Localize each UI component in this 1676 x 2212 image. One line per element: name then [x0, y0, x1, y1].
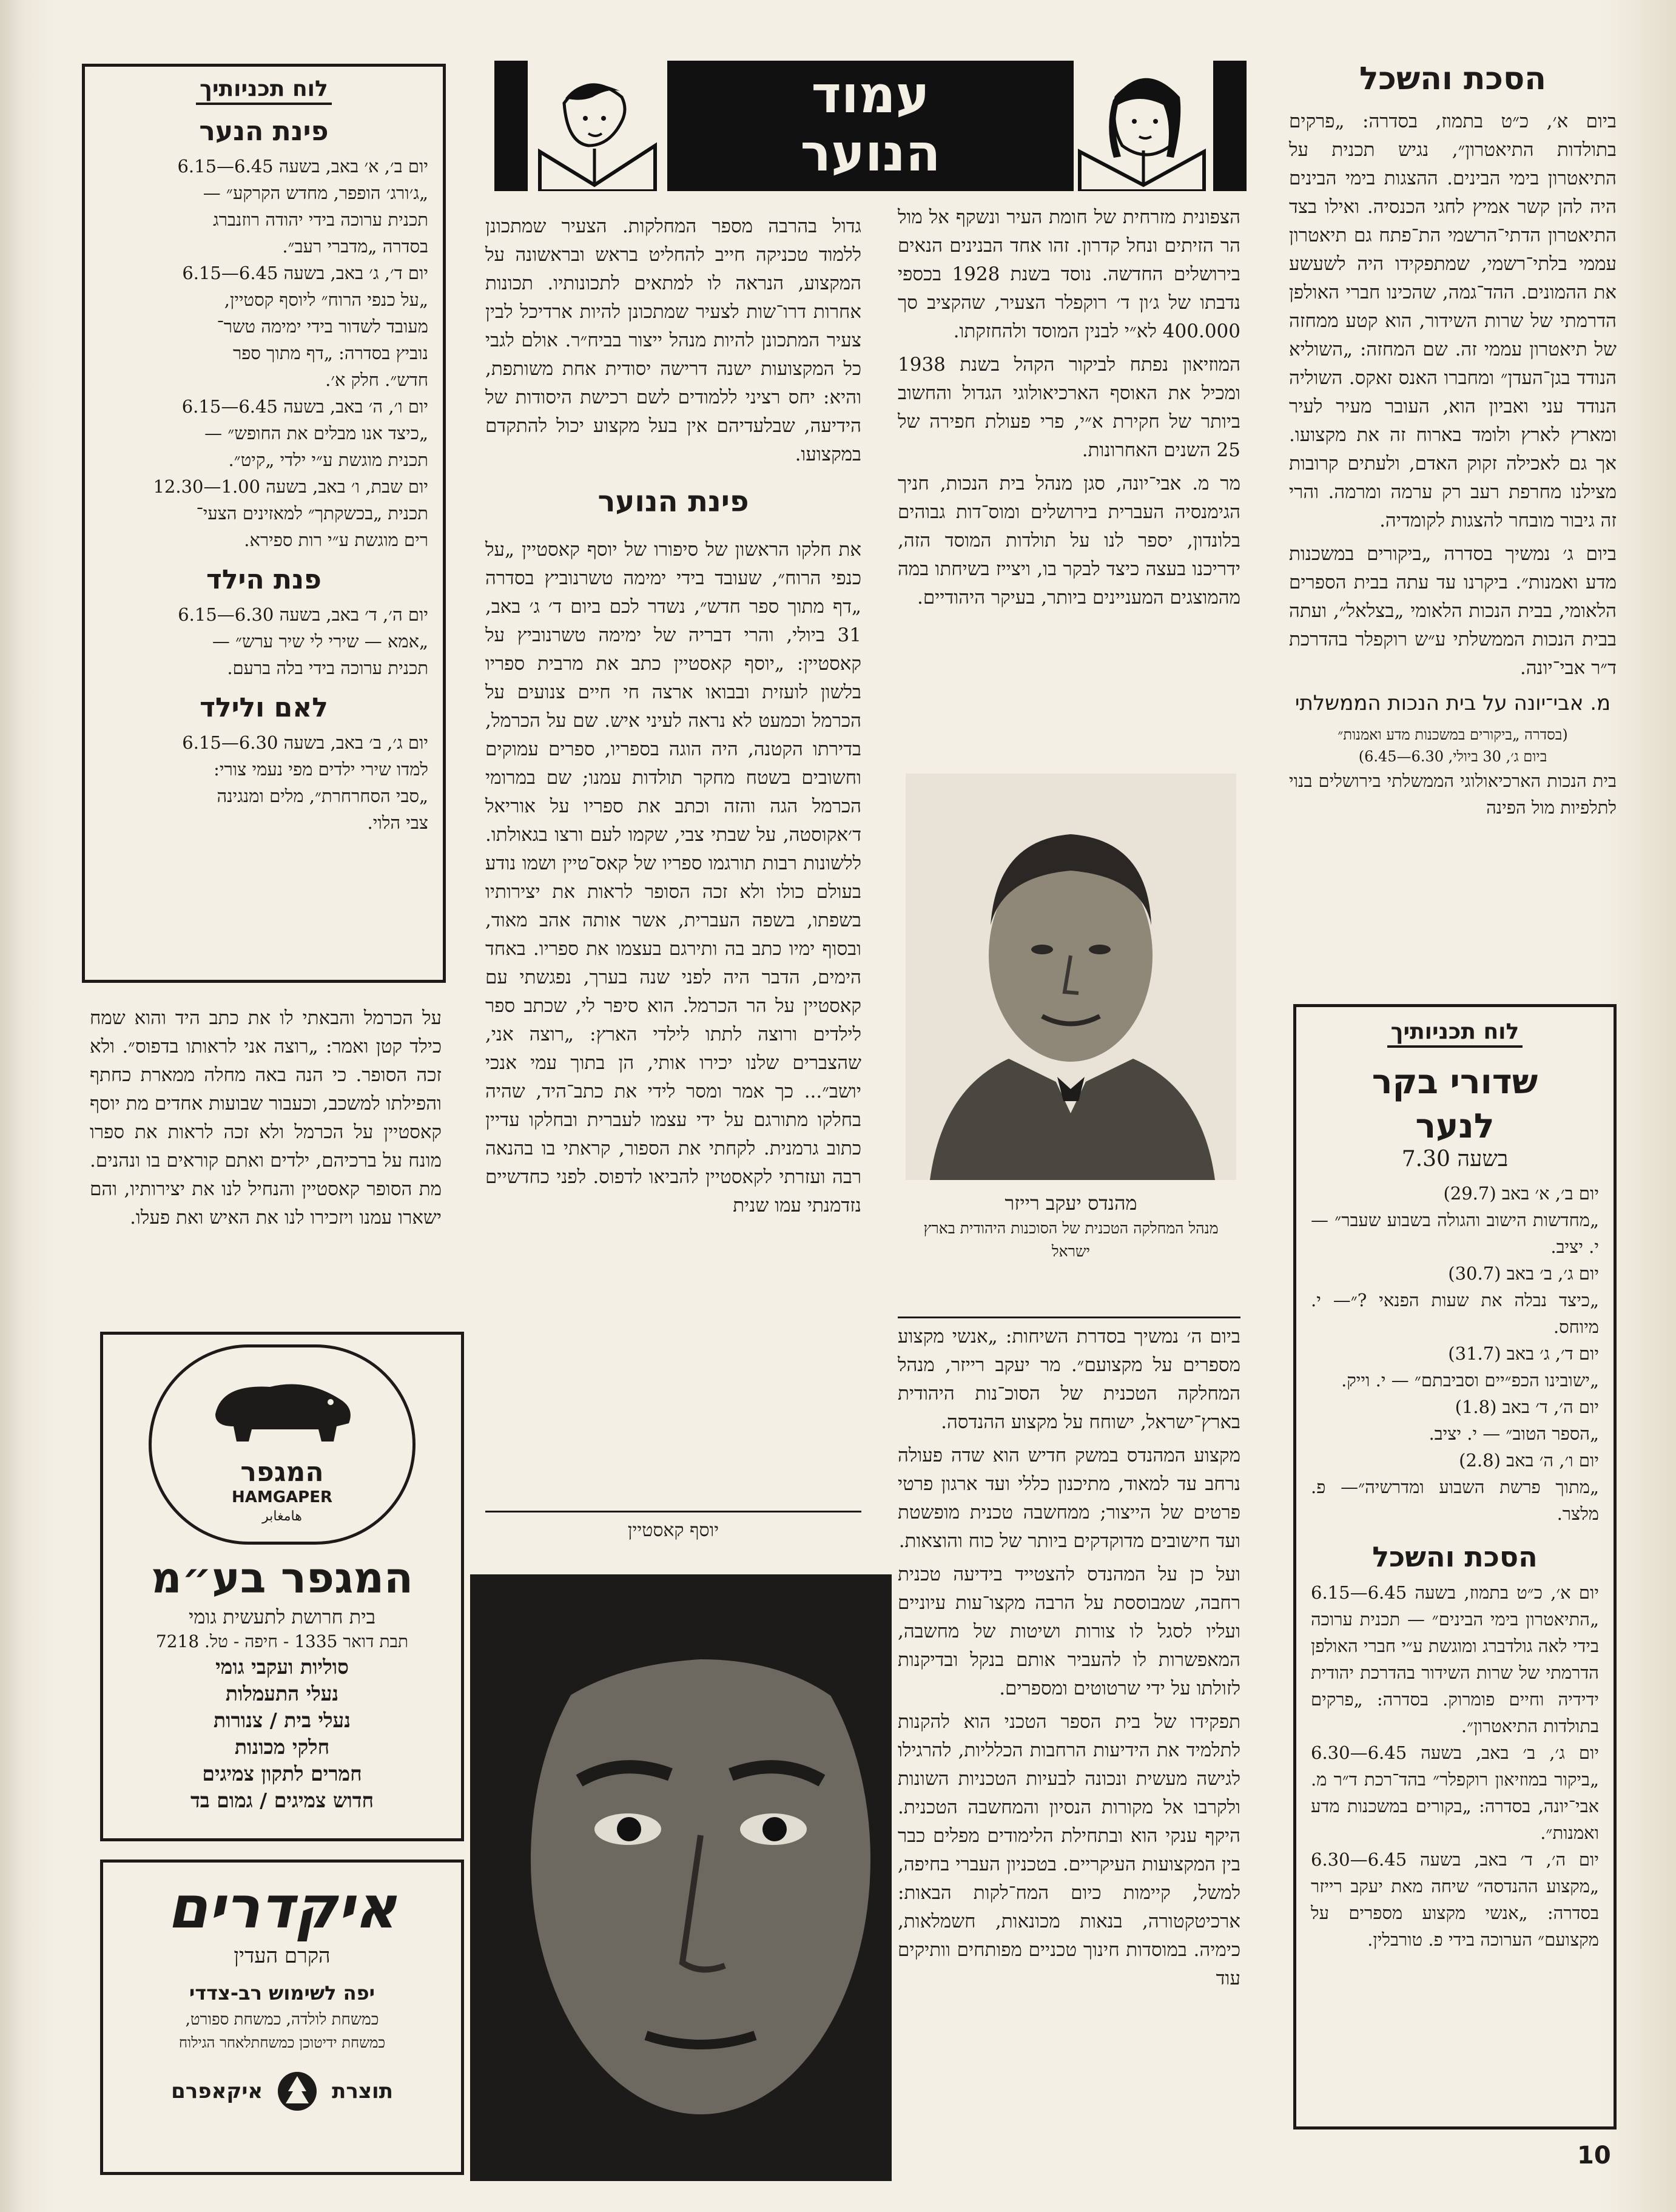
- box-section-title: פינת הנער: [199, 116, 329, 147]
- paragraph: ועל כן על המהנדס להצטייד בידיעה טכנית רחבה, שמבוססת על הרבה מקצו־עות עיוניים ועליו לסגל לו צורות ושיטות של מחשבה, המאפשרות לו להעביר אותם בנקל ובדיקנות לזולתו על ידי שרטוטים ומספרים.: [898, 1563, 1240, 1699]
- box-tag: לוח תכניותיך: [196, 76, 332, 105]
- masthead-title-line2: הנוער: [800, 123, 941, 183]
- program-text: יום א׳, כ״ט בתמוז, בשעה 6.45—6.15 „התיאטרון בימי הבינים״ — תכנית ערוכה בידי לאה גולדברג ומוגשת ע״י חברי האולפן הדרמתי של שרות השידור בהדרכת יהודית ידידיה וחיים פומרוק. בסדרה: „פרקים בתולדות התיאטרון״.: [1311, 1582, 1599, 1736]
- ad-hamgaper: [100, 1332, 464, 1841]
- photo-josef-kastein: [470, 1574, 892, 2181]
- paragraph: מר מ. אבי־יונה, סגן מנהל בית הנכות, חניך הגימנסיה העברית בירושלים ומוס־דות גבוהים בלונדון, יספר לנו על תולדות המוסד הזה, ידריכנו בעצה כיצד לבקר בו, ויצייז בשיחתו במה מהמוצגים המעניינים ביותר, בעיקר היהודיים.: [898, 473, 1240, 609]
- line: תכנית ערוכה בידי יהודה רוזנברג: [213, 209, 428, 230]
- column-heading: הסכת והשכל: [1359, 61, 1547, 97]
- divider: [898, 1317, 1240, 1318]
- note: ביום ג׳, 30 ביולי, 6.30—6.45): [1358, 748, 1547, 765]
- column-hasket-vehaskel: [1289, 58, 1617, 826]
- paragraph: ביום ג׳ נמשיך בסדרה „ביקורים במשכנות מדע ואמנות״. ביקרנו עד עתה בבית הספרים הלאומי, בבית הנכות הלאומי „בצלאל״, ועתה בבית הנכות הממשלתי ע״ש רוקפלר בהדרכת ד״ר אבי־יונה.: [1289, 543, 1617, 679]
- ad-line: כמשחת ידיטוכן כמשחתלאחר הגילוח: [178, 2034, 386, 2051]
- line: רים מוגשת ע״י רות ספירא.: [244, 530, 428, 550]
- program-text: „ישובינו הכפ״יים וסביבתם״ — י. וייק.: [1341, 1370, 1599, 1391]
- ad-line: נעלי בית / צנורות: [214, 1708, 351, 1732]
- line: מעובד לשדור בידי ימימה טשר־: [217, 316, 428, 337]
- photo-yaakov-reiser: [906, 774, 1236, 1180]
- line: למדו שירי ילדים מפי נעמי צורי:: [214, 759, 428, 780]
- line: יום ו׳, ה׳ באב, בשעה 6.45—6.15: [181, 396, 428, 417]
- schedule-box-morning: [1293, 1004, 1617, 2129]
- box-section: [99, 153, 428, 553]
- masthead: [494, 61, 1247, 191]
- program-item: [1311, 1739, 1599, 1846]
- ad-address: תבת דואר 1335 - חיפה - טל. 7218: [155, 1631, 409, 1651]
- schedule-box-youth: [82, 64, 446, 983]
- line: נוביץ בסדרה: „דף מתוך ספר: [232, 343, 428, 363]
- program-text: „כיצד נבלה את שעות הפנאי ?״— י. מיוחס.: [1311, 1290, 1599, 1337]
- program-text: „מחדשות הישוב והגולה בשבוע שעבר״ — י. יציב.: [1311, 1210, 1599, 1257]
- box-title: לנער: [1415, 1107, 1495, 1146]
- program-day: יום ה׳, ד׳ באב (1.8): [1455, 1397, 1599, 1417]
- ad-lines: [113, 1654, 451, 1814]
- ad-line: יפה לשימוש רב-צדדי: [189, 1981, 375, 2005]
- box-section-title: פנת הילד: [206, 564, 321, 595]
- line: חדש״. חלק א׳.: [325, 369, 428, 390]
- ad-line: נעלי התעמלות: [225, 1682, 339, 1705]
- ad-maker: [114, 2070, 450, 2113]
- line: יום ב׳, א׳ באב, בשעה 6.45—6.15: [177, 156, 428, 177]
- paragraph: על הכרמל והבאתי לו את כתב היד והוא שמח כילד קטן ואמר: „רוצה אני לראותו בדפוס״. ולא זכה הסופר. כי הנה באה מחלה ממארת כחתף והפילתו למשכב, וכעבור שבועות אחדים מת יוסף קאסטיין על הכרמל ולא זכה לראות את ספרו מונח על ברכיהם, ילדים ואתם קוראים בו ונהנים. מת הסופר קאסטיין והנחיל לנו את יצירותיו, והם ישארו עמנו ויזכירו לנו את האיש ואת פעלו.: [90, 1007, 442, 1229]
- column-engineering-cont: [898, 1323, 1240, 1998]
- program-item: [1311, 1340, 1599, 1394]
- ad-line: חדוש צמיגים / גמום בד: [190, 1789, 374, 1812]
- caption-name: מהנדס יעקב רייזר: [1005, 1192, 1137, 1215]
- program-day: יום ב׳, א׳ באב (29.7): [1443, 1183, 1599, 1204]
- ad-name: המגפר בע״מ: [150, 1553, 414, 1603]
- photo-caption: [906, 1189, 1236, 1263]
- line: „אמא — שירי לי שיר ערש״ —: [212, 631, 428, 652]
- hippo-logo-icon: [203, 1366, 361, 1451]
- program-day: יום ג׳, ב׳ באב (30.7): [1448, 1263, 1599, 1284]
- program-text: „מתוך פרשת השבוע ומדרשיה״— פ. מלצר.: [1311, 1477, 1599, 1524]
- logo-hebrew: המגפר: [240, 1457, 324, 1488]
- portrait-illustration: [906, 774, 1236, 1180]
- program-text: יום ה׳, ד׳ באב, בשעה 6.45—6.30 „מקצוע ההנדסה״ שיחה מאת יעקב רייזר בסדרה: „אנשי מקצוע מספרים על מקצועם״ הערוכה בידי פ. טורבלין.: [1311, 1849, 1599, 1950]
- caption-title: מנהל המחלקה הטכנית של הסוכנות היהודית בארץ ישראל: [923, 1219, 1219, 1260]
- paragraph: בית הנכות הארכיאולוגי הממשלתי בירושלים בנוי לתלפיות מול הפינה: [1289, 770, 1617, 818]
- line: צבי הלוי.: [367, 812, 428, 833]
- credit-heading: מ. אבי־יונה על בית הנכות הממשלתי: [1294, 691, 1611, 715]
- paragraph: הצפונית מזרחית של חומת העיר ונשקף אל מול הר הזיתים ונחל קדרון. זהו אחד הבנינים הנאים בירושלים החדשה. נוסד בשנת 1928 בכספי נדבתו של ג׳ון ד׳ רוקפלר הצעיר, שהקציב סך 400.000 לא״י לבנין המוסד ולהחזקתו.: [898, 206, 1240, 342]
- line: יום ה׳, ד׳ באב, בשעה 6.30—6.15: [178, 604, 428, 625]
- paragraph: ביום א׳, כ״ט בתמוז, בסדרה: „פרקים בתולדות התיאטרון״, נגיש תכנית על התיאטרון בימי הבינים. ההצגות בימי הבינים היה להן קשר אמיץ לחגי הכנסיה. ואילו בצד התיאטרון הדתי־הרשמי הת־פתח גם תיאטרון עממי בלתי־רשמי, שמתפקידו היה לשעשע את ההמונים. ההד־גמה, שהכינו חברי האולפן הדרמתי של שרות השידור, הוא קטע ממחזה של תיאטרון עממי זה. שם המחזה: „השוליא הנודד בגן־העדן״ ומחברו האנס זאקס. השוליה הנודד עני ואביון הוא, העובר מעיר לעיר ומארץ לארץ ולומד בארוח זה את מקצועו. אך גם לאכילה זקוק האדם, ולעתים קרובות מצילנו מחרפת רעב רק ערמה ומרמה. והרי זה גיבור מובחר להצגות לקומדיה.: [1289, 110, 1617, 531]
- divider: [485, 1511, 861, 1512]
- column-museum-engineering: [898, 203, 1240, 617]
- paragraph: גדול בהרבה מספר המחלקות. הצעיר שמתכונן ללמוד טכניקה חייב להחליט בראש ובראשונה על המקצוע, הנראה לו למתאים לתכונותיו. תכונות אחרות דרו־שות לצעיר שמתכונן להיות ארדיכל לבין צעיר המתכונן להיות מנהל ייצור בביח״ר. אולם לגבי כל המקצועות ישנה דרישה יסודית אחת משותפת, והיא: יחס רציני ללמודים לשם רכישת היסודות של הידיעה, שבלעדיהם אין בעל מקצוע יכול להתקדם במקצועו.: [485, 215, 861, 465]
- box-tag: לוח תכניותיך: [1387, 1019, 1523, 1048]
- line: תכנית „בכשקתך״ למאזינים הצעי־: [196, 503, 428, 524]
- line: „כיצד אנו מבלים את החופש״ —: [204, 423, 428, 443]
- line: יום ד׳, ג׳ באב, בשעה 6.45—6.15: [182, 263, 428, 283]
- paragraph: המוזיאון נפתח לביקור הקהל בשנת 1938 ומכיל את האוסף הארכיאולוגי הגדול והחשוב ביותר של חקירת א״י, פרי פעולת חפירה של 25 השנים האחרונות.: [898, 354, 1240, 461]
- line: „על כנפי הרוח״ ליוסף קסטיין,: [224, 289, 428, 310]
- program-item: [1311, 1260, 1599, 1340]
- column-kastein-cont: [90, 1004, 442, 1237]
- section-heading: פינת הנוער: [597, 485, 749, 519]
- program-item: [1311, 1447, 1599, 1527]
- line: בסדרה „מדברי רעב״.: [282, 236, 428, 257]
- paragraph: תפקידו של בית הספר הטכני הוא להקנות לתלמיד את הידיעות הרחבות הכלליות, להרגילו לגישה מעשית ונכונה לבעיות הטכניות השונות ולקרבו אל מקורות הנסיון והמחשבה הטכנית. היקף ענקי הוא ובתחילת הלימודים מפלים כבר בין המקצועות העיקריים. בטכניון העברי בחיפה, למשל, קיימות כיום המח־לקות הבאות: ארכיטקטורה, בנאות מכונאות, חשמלאות, כימיה. במוסדות חינוך טכניים מפותחים וותיקים עוד: [898, 1711, 1240, 1989]
- program-day: יום ו׳, ה׳ באב (2.8): [1459, 1450, 1599, 1471]
- masthead-title-line1: עמוד: [811, 65, 930, 124]
- ad-icedream: [100, 1860, 464, 2175]
- paragraph: ביום ה׳ נמשיך בסדרת השיחות: „אנשי מקצוע מספרים על מקצועם״. מר יעקב רייזר, מנהל המחלקה הטכנית של הסוכ־נות היהודית בארץ־ישראל, ישוחח על מקצוע ההנדסה.: [898, 1326, 1240, 1433]
- column-youth-corner: [485, 212, 861, 1225]
- line: „סבי הסחרחרת״, מלים ומנגינה: [217, 786, 428, 806]
- line: תכנית מוגשת ע״י ילדי „קיט״.: [228, 450, 428, 470]
- hamgaper-logo: [149, 1344, 416, 1545]
- photo-caption: יוסף קאסטיין: [627, 1520, 719, 1541]
- ad-line: חמרים לתקון צמיגים: [202, 1762, 362, 1785]
- program-item: [1311, 1180, 1599, 1260]
- ad-line: כמשחת לולדה, כמשחת ספורט,: [185, 2011, 379, 2029]
- note: (בסדרה „ביקורים במשכנות מדע ואמנות״: [1338, 726, 1568, 743]
- logo-latin: HAMGAPER: [231, 1488, 333, 1506]
- portrait-illustration: [470, 1574, 892, 2181]
- box-section: [99, 729, 428, 836]
- ad-line: סוליות ועקבי גומי: [215, 1655, 349, 1679]
- program-item: [1311, 1579, 1599, 1739]
- box-section: [99, 601, 428, 681]
- line: תכנית ערוכה בידי בלה ברעם.: [227, 658, 428, 678]
- line: יום שבת, ו׳ באב, בשעה 1.00—12.30: [153, 476, 428, 497]
- ad-name: איקדרים: [167, 1873, 397, 1941]
- tree-logo-icon: [276, 2070, 318, 2113]
- maker-name: איקאפרם: [171, 2079, 263, 2103]
- program-day: יום ד׳, ג׳ באב (31.7): [1448, 1343, 1599, 1364]
- line: יום ג׳, ב׳ באב, בשעה 6.30—6.15: [182, 732, 428, 753]
- ad-sub: בית חרושת לתעשית גומי: [188, 1605, 376, 1628]
- logo-arabic: هامغابر: [262, 1509, 302, 1524]
- program-text: יום ג׳, ב׳ באב, בשעה 6.45—6.30 „ביקור במוזיאון רוקפלר״ בהד־רכת ד״ר מ. אבי־יונה, בסדרה: „בקורים במשכנות מדע ואמנות״.: [1311, 1742, 1599, 1843]
- line: „ג׳ורג׳ הופפר, מחדש הקרקע״ —: [203, 183, 428, 203]
- box-subheading: הסכת והשכל: [1372, 1540, 1538, 1573]
- reader-girl-illustration: [1074, 61, 1213, 191]
- ad-line: חלקי מכונות: [234, 1735, 330, 1759]
- ad-tagline: הקרם העדין: [234, 1944, 331, 1968]
- program-text: „הספר הטוב״ — י. יציב.: [1429, 1423, 1599, 1444]
- box-section-title: לאם ולילד: [200, 692, 328, 723]
- box-title: שדורי בקר: [1371, 1062, 1538, 1102]
- page-number: 10: [1577, 2142, 1611, 2170]
- reader-boy-illustration: [528, 61, 667, 191]
- paragraph: מקצוע המהנדס במשק חדיש הוא שדה פעולה נרחב עד למאוד, מתיכנון כללי ועד ארגון פרטי פרטים של הייצור; ממחשבה טכנית מופשטת ועד חישובים מדוקדקים ביותר של כוח והוצאות.: [898, 1445, 1240, 1552]
- masthead-title: [688, 66, 1052, 187]
- paragraph: את חלקו הראשון של סיפורו של יוסף קאסטיין „על כנפי הרוח״, שעובד בידי ימימה טשרנוביץ בסדרה „דף מתוך ספר חדש״, נשדר לכם ביום ד׳ ג׳ באב, 31 ביולי, והרי דבריה של ימימה טשרנוביץ על קאסטיין: „יוסף קאסטיין כתב את מרבית ספריו בלשון לועזית ובבואו ארצה חי חיים צנועים על הכרמל וכמעט לא נראה לעיני איש. שם על הכרמל, בדירתו הקטנה, היה הוגה בספריו, ספרים עמוקים וחשובים בשטח מחקר תולדות עמנו; שם במרומי הכרמל הגה והזה וכתב את ספריו על אוריאל ד׳אקוסטה, על שבתי צבי, שקמו לעם ורצו בגאולתו. ללשונות רבות תורגמו ספריו של קאס־טיין ושמו נודע בעולם כולו ולא זכה הסופר לראות את יצירותיו בשפתו, בשפה העברית, אשר אותה אהב מאוד, ובסוף ימיו כתב בה ותירגם בעצמו את ספריו. באחד הימים, הדבר היה לפני שנה בערך, נפגשתי עם קאסטיין על הר הכרמל. הוא סיפר לי, שכתב ספר לילדים ורוצה לתתו לילדי הארץ: „רוצה אני, שהצברים שלנו יכירו אותי, הן בתוך עמי אנכי יושב״... כך אמר ומסר לידי את כתב־היד, שהיה בחלקו מתורגם על ידי עצמו לעברית ובחלקו עדיין כתוב גרמנית. לקחתי את הספור, קראתי בו בהנאה רבה ועזרתי לקאסטיין להביאו לדפוס. לפני כחדשיים נזדמנתי עמו שנית: [485, 539, 861, 1216]
- box-time: בשעה 7.30: [1401, 1147, 1509, 1172]
- maker-label: תוצרת: [332, 2079, 393, 2103]
- program-item: [1311, 1394, 1599, 1447]
- program-item: [1311, 1846, 1599, 1953]
